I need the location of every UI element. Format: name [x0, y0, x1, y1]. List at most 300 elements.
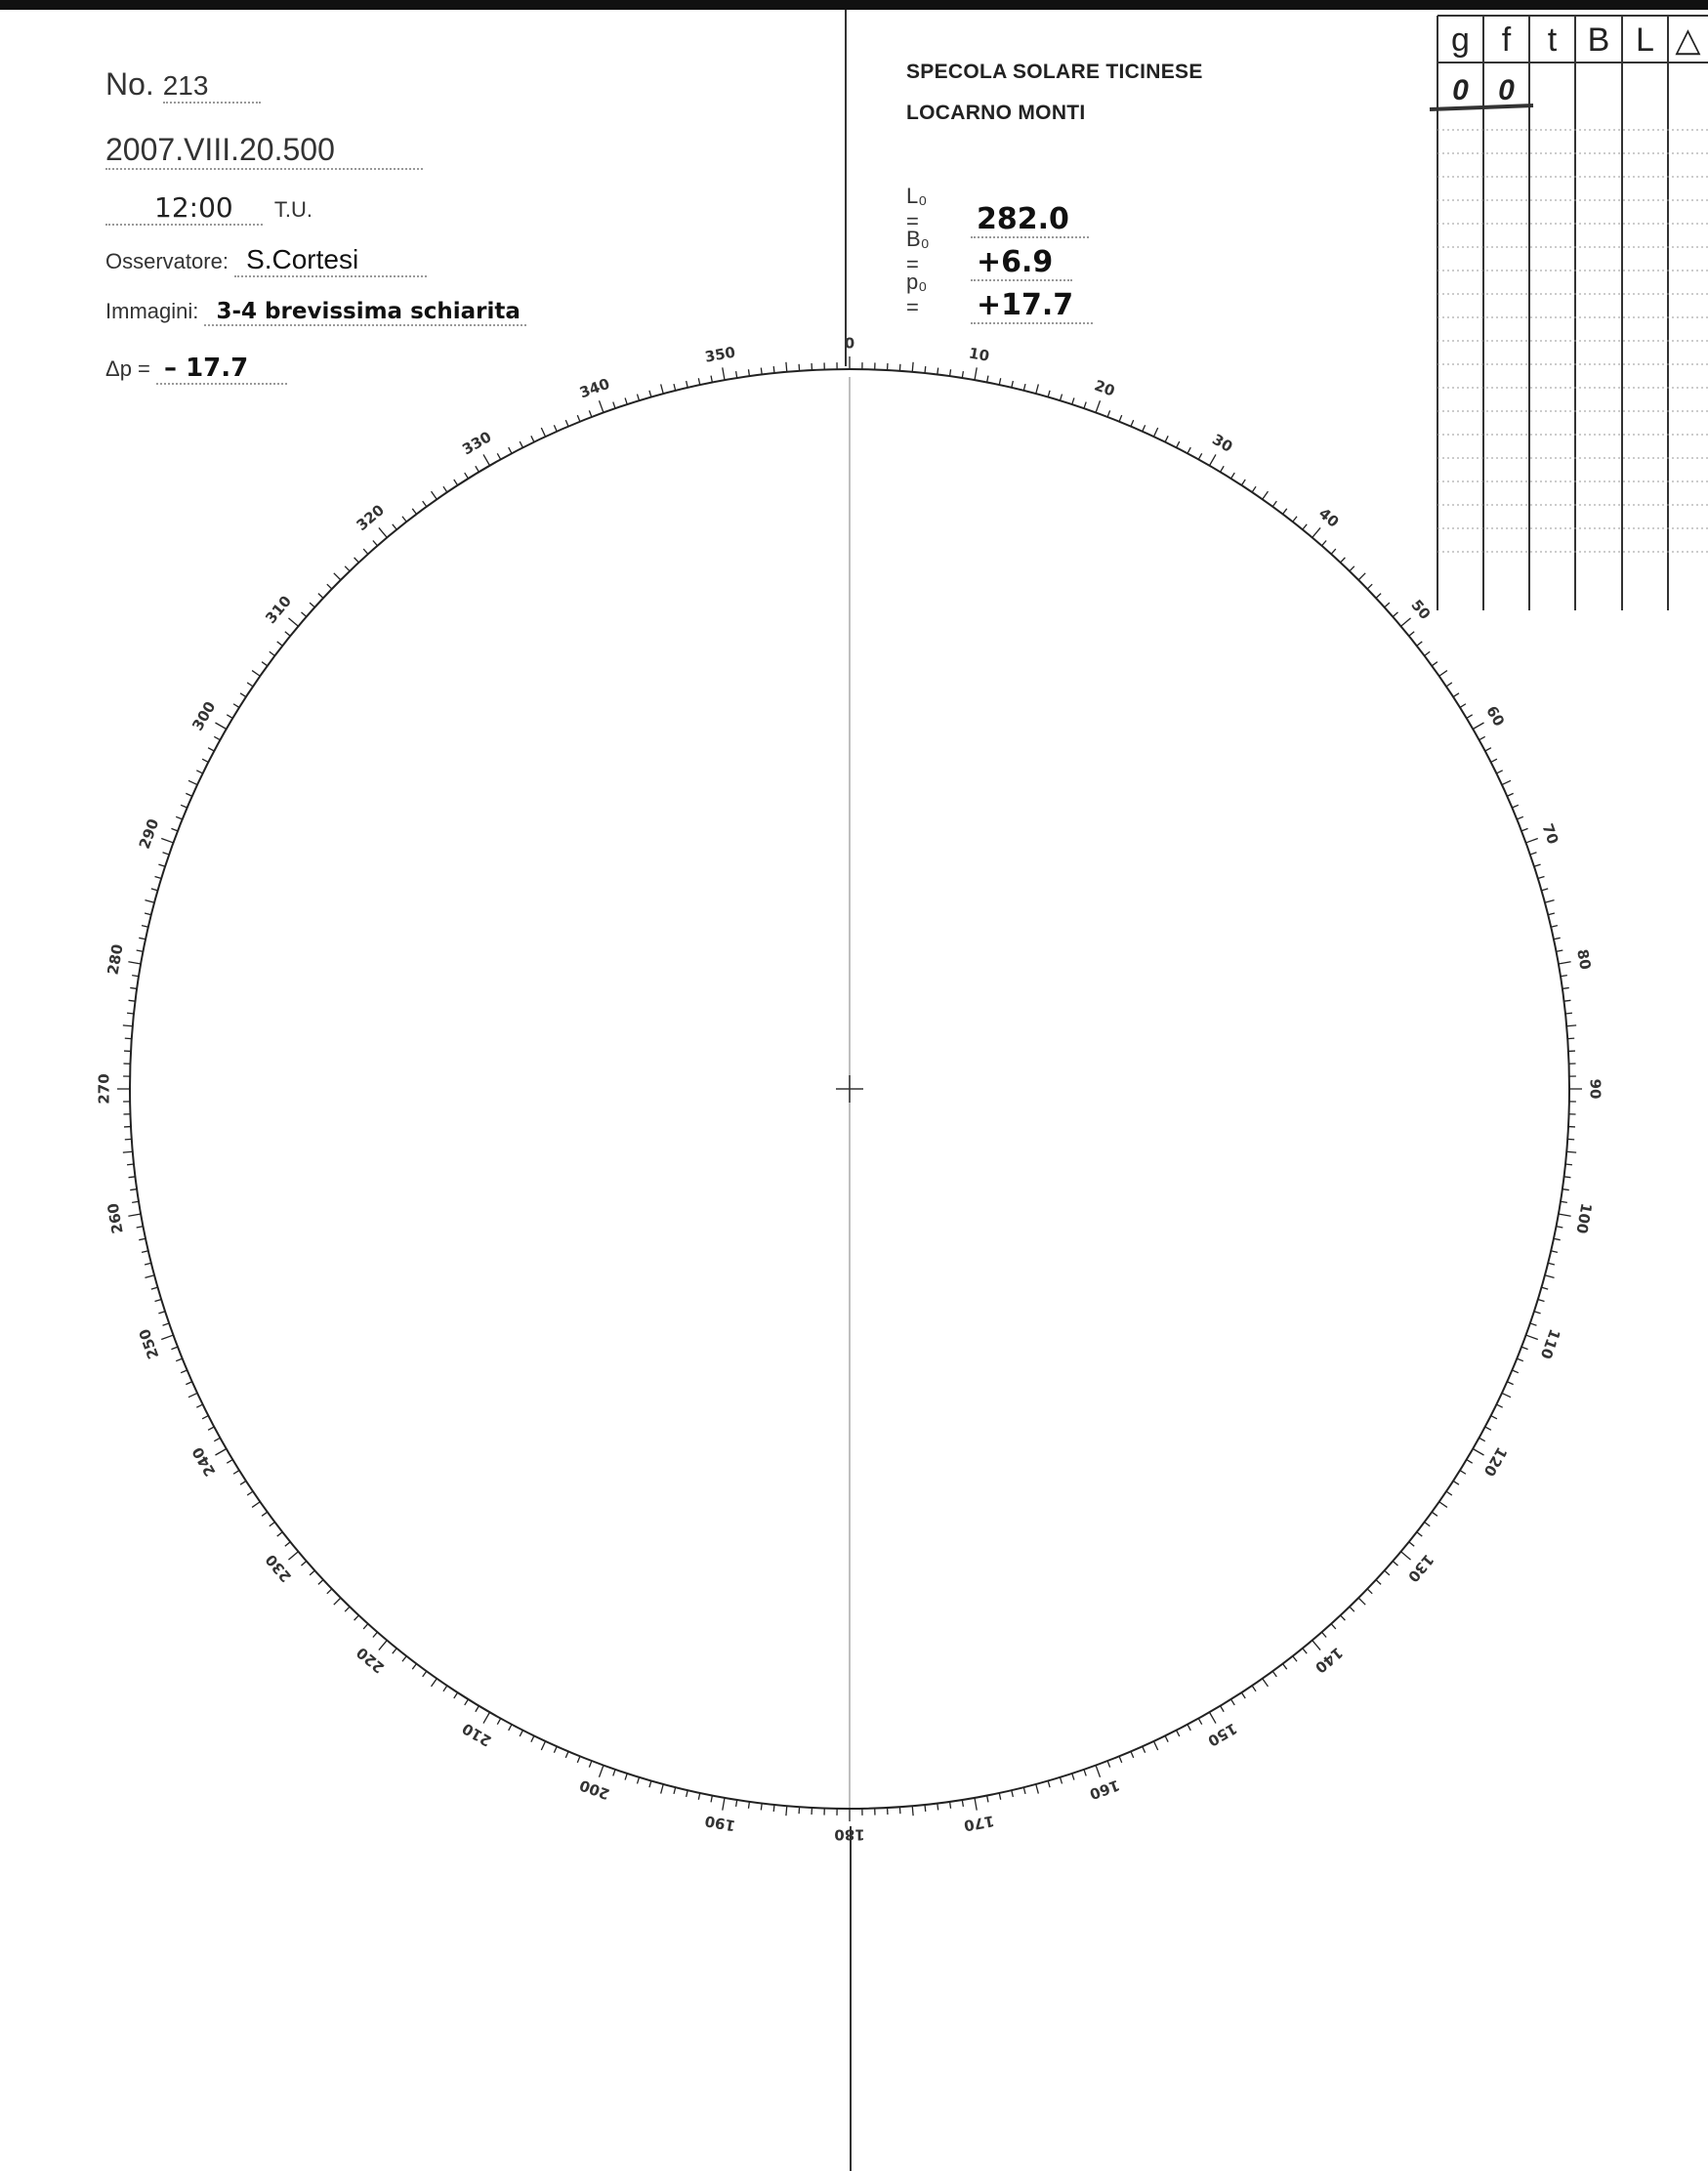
dial-tick: [327, 1589, 332, 1594]
dial-tick: [912, 362, 913, 372]
dial-tick: [661, 384, 664, 394]
dial-tick: [1566, 1151, 1576, 1152]
dial-tick: [1252, 486, 1256, 492]
dial-tick: [1358, 1598, 1365, 1605]
table-header-cell: L: [1636, 21, 1654, 59]
dial-label: 210: [459, 1719, 495, 1750]
dial-label: 160: [1087, 1775, 1122, 1804]
dial-tick: [1512, 1370, 1518, 1373]
dial-tick: [1460, 1471, 1466, 1475]
dial-tick: [1241, 480, 1245, 485]
dial-tick: [327, 584, 332, 589]
dial-tick: [1036, 1784, 1039, 1794]
dial-tick: [132, 976, 139, 977]
dial-tick: [1425, 651, 1431, 655]
dial-tick: [208, 748, 214, 751]
dial-tick: [1072, 397, 1074, 404]
dial-label: 140: [1311, 1643, 1347, 1677]
dial-tick: [1048, 1780, 1050, 1787]
dial-tick: [773, 366, 774, 373]
dial-tick: [145, 1275, 154, 1278]
dial-tick: [181, 805, 187, 808]
dial-tick: [613, 402, 615, 409]
dial-label: 110: [1536, 1326, 1564, 1361]
dial-tick: [1341, 1615, 1346, 1620]
dial-tick: [1432, 662, 1437, 666]
time-unit: T.U.: [273, 197, 312, 222]
dial-tick: [565, 420, 568, 426]
dial-tick: [142, 1251, 148, 1253]
dial-tick: [354, 1615, 359, 1620]
dial-tick: [1496, 1404, 1502, 1407]
p0-label: p₀ =: [906, 270, 928, 319]
dial-tick: [402, 517, 406, 522]
dial-tick: [132, 1201, 139, 1202]
dial-tick: [1554, 938, 1561, 939]
dial-tick: [1551, 1251, 1558, 1253]
dial-tick: [288, 618, 298, 626]
dial-tick: [1439, 1502, 1447, 1508]
dial-tick: [176, 816, 182, 819]
dial-tick: [247, 1491, 253, 1495]
dial-tick: [1023, 1787, 1025, 1794]
dial-tick: [1393, 1562, 1397, 1566]
dial-tick: [1541, 889, 1548, 891]
dial-tick: [1507, 1382, 1513, 1385]
dial-tick: [277, 642, 283, 646]
dial-tick: [423, 501, 427, 507]
dial-tick: [773, 1805, 774, 1812]
dial-tick: [215, 1449, 226, 1456]
dial-tick: [1322, 540, 1327, 545]
dial-tick: [497, 453, 500, 459]
dial-tick: [649, 391, 651, 397]
dial-tick: [145, 913, 151, 915]
dial-tick: [554, 425, 557, 431]
dial-tick: [1479, 736, 1485, 739]
dial-tick: [1072, 1774, 1074, 1780]
dial-tick: [1165, 1735, 1168, 1741]
dial-tick: [285, 1542, 290, 1546]
dial-tick: [1439, 671, 1447, 677]
dial-tick: [1331, 1624, 1336, 1629]
dial-tick: [318, 1580, 323, 1585]
dial-tick: [1512, 805, 1518, 808]
dial-tick: [1331, 549, 1336, 554]
dial-tick: [975, 1798, 977, 1811]
dial-tick: [310, 603, 314, 607]
dial-label: 90: [1586, 1078, 1604, 1100]
dial-tick: [285, 632, 290, 636]
dial-tick: [1534, 1312, 1541, 1314]
dial-tick: [1210, 1712, 1217, 1723]
dial-tick: [181, 1370, 187, 1373]
dial-tick: [1485, 1427, 1491, 1430]
dial-tick: [937, 1804, 938, 1811]
dial-tick: [270, 1523, 275, 1526]
dial-tick: [202, 1416, 208, 1419]
dial-tick: [354, 558, 359, 563]
dial-tick: [1241, 1692, 1245, 1698]
dial-tick: [188, 1393, 197, 1397]
dial-tick: [227, 715, 232, 719]
dial-tick: [687, 381, 688, 388]
dial-tick: [1559, 1214, 1571, 1216]
dial-tick: [698, 1793, 699, 1800]
dial-tick: [1143, 1746, 1146, 1752]
dial-label: 330: [459, 428, 495, 459]
dial-label: 230: [262, 1550, 296, 1586]
dial-tick: [1401, 1552, 1411, 1560]
dial-tick: [139, 1238, 146, 1239]
dial-tick: [379, 527, 387, 537]
dial-tick: [736, 371, 737, 378]
dial-tick: [661, 1784, 664, 1794]
dial-tick: [1526, 838, 1538, 842]
dial-tick: [129, 1000, 136, 1001]
dial-tick: [454, 480, 458, 485]
dial-tick: [509, 447, 512, 453]
dial-tick: [1491, 1416, 1497, 1419]
table-header-cell: f: [1501, 21, 1512, 59]
dial-tick: [318, 594, 323, 599]
observer-value: S.Cortesi: [234, 244, 427, 277]
dial-tick: [987, 376, 988, 383]
dial-label: 190: [703, 1812, 737, 1835]
dial-tick: [262, 1512, 268, 1516]
dial-tick: [127, 1164, 134, 1165]
dial-tick: [1231, 473, 1235, 479]
dial-tick: [443, 1686, 447, 1691]
dial-tick: [1303, 524, 1307, 529]
dial-tick: [227, 1460, 232, 1464]
dial-tick: [393, 1649, 396, 1653]
dial-tick: [1107, 1761, 1110, 1768]
dial-tick: [1556, 1227, 1562, 1228]
dial-tick: [1538, 876, 1545, 878]
dial-tick: [161, 1335, 173, 1339]
dial-tick: [483, 1712, 490, 1723]
dial-tick: [186, 1382, 191, 1385]
images-label: Immagini:: [105, 299, 199, 323]
dp-value: – 17.7: [156, 354, 287, 385]
dial-tick: [1210, 454, 1217, 465]
dial-tick: [1358, 573, 1365, 580]
dial-tick: [1272, 1671, 1276, 1677]
p0-value: +17.7: [971, 288, 1093, 324]
dial-tick: [613, 1770, 615, 1776]
dial-tick: [649, 1780, 651, 1787]
dial-tick: [363, 549, 368, 554]
dial-tick: [1409, 632, 1414, 636]
dial-tick: [1143, 425, 1146, 431]
dial-tick: [1263, 491, 1269, 499]
dial-tick: [1084, 1770, 1086, 1776]
dial-tick: [999, 378, 1000, 385]
dial-tick: [1107, 410, 1110, 417]
dial-tick: [1545, 1275, 1555, 1278]
dial-tick: [186, 793, 191, 796]
dial-tick: [1530, 1323, 1537, 1325]
dial-tick: [465, 1699, 469, 1705]
dial-tick: [687, 1790, 688, 1797]
dial-tick: [937, 368, 938, 375]
dial-tick: [1119, 415, 1122, 421]
dial-tick: [950, 369, 951, 376]
observatory-name: SPECOLA SOLARE TICINESE: [906, 61, 1203, 83]
dial-label: 270: [95, 1073, 113, 1105]
dial-tick: [1417, 1532, 1423, 1536]
dial-tick: [987, 1795, 988, 1802]
dial-tick: [711, 376, 712, 383]
dial-tick: [130, 987, 137, 988]
dial-tick: [128, 962, 141, 964]
dial-tick: [589, 410, 592, 417]
dial-tick: [1561, 1201, 1567, 1202]
dial-tick: [1526, 1335, 1538, 1339]
dial-tick: [171, 1347, 178, 1350]
images-value: 3-4 brevissima schiarita: [204, 299, 525, 326]
dial-tick: [1119, 1756, 1122, 1762]
dial-tick: [1538, 1299, 1545, 1301]
dial-tick: [1263, 1679, 1269, 1687]
dial-tick: [1473, 723, 1483, 730]
dial-tick: [1312, 527, 1320, 537]
dial-tick: [1376, 594, 1381, 599]
dial-tick: [363, 1624, 368, 1629]
dial-tick: [128, 1214, 141, 1216]
dial-label: 170: [962, 1812, 996, 1835]
dial-tick: [1367, 1589, 1372, 1594]
table-cell: 0: [1452, 74, 1469, 106]
dial-tick: [736, 1800, 737, 1807]
dial-tick: [1425, 1523, 1431, 1526]
dial-tick: [1312, 1641, 1320, 1650]
table-header-cell: g: [1451, 21, 1470, 59]
time-value: 12:00: [105, 191, 263, 226]
dial-tick: [577, 415, 580, 421]
dial-tick: [1187, 1725, 1190, 1731]
dial-tick: [1283, 1664, 1287, 1670]
dial-tick: [1564, 1000, 1571, 1001]
dial-tick: [520, 1731, 522, 1736]
dial-tick: [1548, 1263, 1555, 1265]
dial-tick: [925, 366, 926, 373]
dial-tick: [1453, 693, 1459, 697]
dial-tick: [202, 759, 208, 762]
dial-tick: [1221, 466, 1225, 472]
dial-tick: [1467, 1460, 1473, 1464]
dial-tick: [188, 780, 197, 784]
dial-label: 280: [104, 942, 127, 977]
dial-tick: [497, 1719, 500, 1725]
dp-label: Δp =: [105, 356, 150, 381]
dial-tick: [171, 828, 178, 831]
dial-tick: [123, 1025, 133, 1026]
dial-tick: [443, 486, 447, 492]
dial-tick: [1350, 566, 1354, 571]
dial-tick: [1153, 1741, 1157, 1750]
dial-tick: [1385, 603, 1390, 607]
dial-tick: [975, 367, 977, 380]
dial-label: 150: [1204, 1719, 1240, 1750]
dial-tick: [637, 1777, 639, 1784]
L0-label: L₀ =: [906, 184, 928, 233]
dial-tick: [1393, 612, 1397, 617]
dial-label: 220: [353, 1643, 389, 1677]
dial-tick: [270, 651, 275, 655]
dial-tick: [1409, 1542, 1414, 1546]
dial-tick: [1559, 962, 1571, 964]
dial-tick: [137, 1227, 144, 1228]
dial-tick: [1517, 816, 1522, 819]
dial-label: 40: [1314, 504, 1343, 531]
dial-tick: [1060, 1777, 1062, 1784]
dial-tick: [1545, 900, 1555, 903]
dial-label: 300: [188, 698, 220, 734]
dial-label: 200: [577, 1775, 612, 1804]
dial-tick: [412, 509, 416, 515]
dial-tick: [711, 1795, 712, 1802]
dial-tick: [208, 1427, 214, 1430]
dial-tick: [373, 1632, 378, 1637]
dial-tick: [1177, 441, 1180, 447]
dial-tick: [137, 950, 144, 951]
dial-tick: [1401, 618, 1411, 626]
dial-tick: [1417, 642, 1423, 646]
dial-tick: [233, 704, 239, 708]
dial-label: 70: [1538, 820, 1562, 847]
dial-label: 350: [703, 343, 737, 366]
dial-label: 320: [353, 501, 389, 535]
dial-tick: [1446, 1491, 1452, 1495]
dial-tick: [1023, 384, 1025, 391]
dial-tick: [1198, 1719, 1201, 1725]
dial-tick: [1012, 1790, 1014, 1797]
dial-tick: [1385, 1570, 1390, 1575]
dial-tick: [1367, 584, 1372, 589]
dial-tick: [912, 1806, 913, 1816]
dial-tick: [625, 1774, 627, 1780]
dial-tick: [432, 1679, 437, 1687]
dial-label: 260: [104, 1201, 127, 1235]
dial-label: 0: [844, 334, 855, 353]
dial-tick: [1272, 501, 1276, 507]
dial-tick: [142, 926, 148, 928]
dial-tick: [1541, 1287, 1548, 1289]
dial-tick: [786, 1806, 787, 1816]
dial-tick: [1231, 1699, 1235, 1705]
dial-tick: [1376, 1580, 1381, 1585]
dial-tick: [483, 454, 490, 465]
dial-tick: [1293, 517, 1297, 522]
dial-tick: [423, 1671, 427, 1677]
dial-tick: [1350, 1607, 1354, 1611]
dial-tick: [373, 540, 378, 545]
dial-tick: [1565, 1013, 1572, 1014]
dial-tick: [1565, 1164, 1572, 1165]
dial-tick: [1562, 987, 1569, 988]
dial-tick: [1485, 748, 1491, 751]
date-value: 2007.VIII.20.500: [105, 132, 423, 170]
dial-tick: [599, 1766, 603, 1777]
dial-tick: [1534, 864, 1541, 866]
dial-tick: [674, 384, 676, 391]
dial-tick: [541, 428, 545, 437]
dial-tick: [748, 1802, 749, 1809]
dial-tick: [155, 1299, 162, 1301]
dial-tick: [176, 1358, 182, 1361]
dial-label: 250: [135, 1326, 163, 1361]
dial-tick: [1561, 976, 1567, 977]
dial-label: 290: [135, 816, 163, 852]
dial-tick: [962, 371, 963, 378]
dial-tick: [1012, 381, 1014, 388]
dial-tick: [637, 395, 639, 401]
dial-tick: [950, 1802, 951, 1809]
dial-tick: [1502, 780, 1511, 784]
dial-tick: [599, 400, 603, 412]
dial-tick: [334, 1598, 341, 1605]
dial-tick: [1502, 1393, 1511, 1397]
dial-tick: [288, 1552, 298, 1560]
dial-tick: [145, 1263, 151, 1265]
dial-tick: [155, 876, 162, 878]
dial-tick: [277, 1532, 283, 1536]
dial-tick: [476, 466, 479, 472]
dial-tick: [1548, 913, 1555, 915]
table-header-cell: t: [1547, 21, 1558, 59]
dial-tick: [196, 771, 202, 773]
observer-label: Osservatore:: [105, 249, 229, 273]
dial-tick: [123, 1151, 133, 1152]
dial-tick: [577, 1756, 580, 1762]
dial-tick: [1521, 828, 1528, 831]
dial-tick: [1293, 1656, 1297, 1662]
dial-tick: [145, 900, 154, 903]
dial-tick: [1551, 926, 1558, 928]
dial-tick: [520, 441, 522, 447]
dial-label: 50: [1407, 596, 1435, 624]
dial-tick: [139, 938, 146, 939]
dial-tick: [1221, 1706, 1225, 1712]
dial-tick: [301, 612, 306, 617]
dial-label: 120: [1479, 1443, 1511, 1480]
dial-tick: [1507, 793, 1513, 796]
dial-tick: [233, 1471, 239, 1475]
dial-tick: [240, 693, 246, 697]
dial-label: 180: [834, 1825, 865, 1844]
dial-tick: [214, 1438, 220, 1440]
dial-tick: [509, 1725, 512, 1731]
dial-tick: [1554, 1238, 1561, 1239]
number-label: No.: [105, 66, 154, 102]
dial-tick: [786, 362, 787, 372]
dial-tick: [925, 1805, 926, 1812]
dial-tick: [412, 1664, 416, 1670]
dial-tick: [1096, 1766, 1100, 1777]
L0-value: 282.0: [971, 202, 1089, 238]
dial-tick: [345, 1607, 350, 1611]
dial-tick: [1084, 402, 1086, 409]
dial-tick: [541, 1741, 545, 1750]
dial-tick: [161, 838, 173, 842]
dial-tick: [1517, 1358, 1522, 1361]
dial-tick: [151, 889, 158, 891]
number-value: 213: [163, 70, 261, 104]
dial-label: 80: [1573, 947, 1595, 972]
dial-tick: [1096, 400, 1100, 412]
